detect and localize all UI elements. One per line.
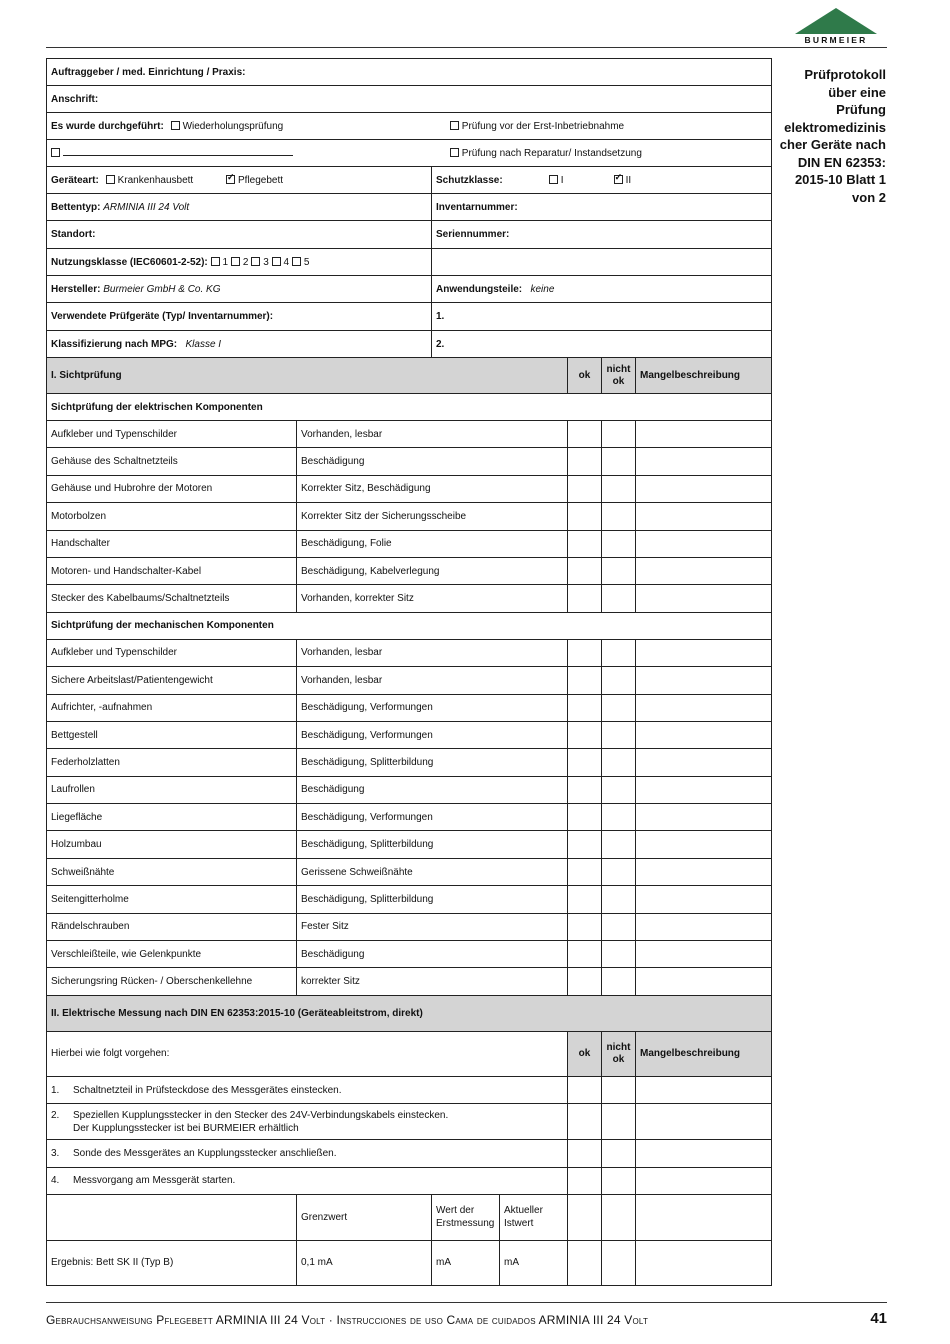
- erst-label: Prüfung vor der Erst-Inbetriebnahme: [461, 120, 625, 132]
- section2-subheader-row: [47, 1031, 772, 1076]
- nk4-label: 4: [283, 256, 290, 268]
- nk5-label: 5: [303, 256, 310, 268]
- ok-cell[interactable]: [568, 1194, 602, 1240]
- elec-rows: [47, 421, 772, 613]
- standort-label: Standort:: [47, 221, 432, 249]
- empty-cell[interactable]: [432, 249, 772, 276]
- section2-intro: Hierbei wie folgt vorgehen:: [47, 1031, 568, 1076]
- mangel-cell[interactable]: [636, 1240, 772, 1285]
- mangel-cell[interactable]: [636, 804, 772, 831]
- check-item: Aufkleber und Typenschilder: [47, 639, 297, 666]
- table-row: [47, 749, 772, 776]
- check-item: Schweißnähte: [47, 858, 297, 885]
- table-row: [47, 858, 772, 885]
- nk1-checkbox[interactable]: [211, 257, 220, 266]
- mangel-cell[interactable]: [636, 530, 772, 557]
- klassifizierung-value: Klasse I: [185, 338, 222, 350]
- mangel-cell[interactable]: [636, 1140, 772, 1167]
- form-row: [47, 113, 772, 140]
- ok-header: ok: [568, 358, 602, 394]
- ok-cell[interactable]: [568, 721, 602, 748]
- auftraggeber-label: Auftraggeber / med. Einrichtung / Praxis:: [47, 59, 772, 86]
- pruefgeraete-label: Verwendete Prüfgeräte (Typ/ Inventarnummer):: [47, 303, 432, 331]
- bettentyp-label: Bettentyp:: [51, 201, 101, 213]
- ergebnis-erstmessung[interactable]: mA: [432, 1240, 500, 1285]
- form-row: [47, 249, 772, 276]
- mangel-header: Mangelbeschreibung: [636, 358, 772, 394]
- table-row: [47, 585, 772, 612]
- step-number: 4.: [51, 1175, 60, 1187]
- nicht-ok-cell[interactable]: [602, 721, 636, 748]
- mangel-cell[interactable]: [636, 667, 772, 694]
- nicht-ok-cell[interactable]: [602, 503, 636, 530]
- durchgefuehrt-label: Es wurde durchgeführt:: [51, 120, 164, 132]
- check-criterion: Beschädigung, Verformungen: [297, 804, 568, 831]
- ok-cell[interactable]: [568, 667, 602, 694]
- mangel-cell[interactable]: [636, 749, 772, 776]
- step-number: 1.: [51, 1084, 60, 1096]
- ergebnis-grenzwert: 0,1 mA: [297, 1240, 432, 1285]
- other-checkbox[interactable]: [51, 148, 60, 157]
- check-criterion: Fester Sitz: [297, 913, 568, 940]
- form-row: [47, 276, 772, 303]
- step-row: [47, 1167, 772, 1194]
- table-row: [47, 941, 772, 968]
- ok-cell[interactable]: [568, 1167, 602, 1194]
- nicht-ok-cell[interactable]: [602, 421, 636, 448]
- nutzungsklasse-label: Nutzungsklasse (IEC60601-2-52):: [51, 256, 208, 268]
- mech-rows: [47, 639, 772, 995]
- klasse1-label: I: [560, 174, 564, 186]
- nicht-ok-cell[interactable]: [602, 475, 636, 502]
- ok-cell[interactable]: [568, 421, 602, 448]
- check-criterion: Beschädigung, Splitterbildung: [297, 831, 568, 858]
- hersteller-label: Hersteller:: [51, 283, 101, 295]
- nicht-ok-cell[interactable]: [602, 530, 636, 557]
- nicht-text: nicht: [606, 363, 631, 375]
- akt-text-1: Aktueller: [504, 1205, 543, 1217]
- nicht-ok-cell[interactable]: [602, 831, 636, 858]
- check-criterion: Beschädigung, Verformungen: [297, 721, 568, 748]
- mangel-cell[interactable]: [636, 557, 772, 584]
- mangel-cell[interactable]: [636, 585, 772, 612]
- section2-header-row: [47, 995, 772, 1031]
- mangel-cell[interactable]: [636, 639, 772, 666]
- step-number: 3.: [51, 1147, 60, 1159]
- check-item: Holzumbau: [47, 831, 297, 858]
- check-criterion: Vorhanden, lesbar: [297, 639, 568, 666]
- check-item: Verschleißteile, wie Gelenkpunkte: [47, 941, 297, 968]
- check-criterion: Beschädigung: [297, 941, 568, 968]
- roof-logo-icon: [795, 8, 877, 34]
- check-item: Seitengitterholme: [47, 886, 297, 913]
- table-row: [47, 831, 772, 858]
- empty-cell: [47, 1194, 297, 1240]
- ok-cell[interactable]: [568, 585, 602, 612]
- table-row: [47, 475, 772, 502]
- mangel-cell[interactable]: [636, 1076, 772, 1103]
- nicht-ok-cell[interactable]: [602, 694, 636, 721]
- mangel-cell[interactable]: [636, 448, 772, 475]
- mangel-cell[interactable]: [636, 913, 772, 940]
- nk3-label: 3: [263, 256, 269, 268]
- mangel-cell[interactable]: [636, 941, 772, 968]
- check-item: Sicherungsring Rücken- / Oberschenkellehne: [47, 968, 297, 995]
- ok-cell[interactable]: [568, 475, 602, 502]
- klasse2-label: II: [625, 174, 632, 186]
- page-number: 41: [870, 1310, 887, 1327]
- check-item: Rändelschrauben: [47, 913, 297, 940]
- section1-header-row: [47, 358, 772, 394]
- form-row: [47, 86, 772, 113]
- check-criterion: Beschädigung, Kabelverlegung: [297, 557, 568, 584]
- nicht-ok-cell[interactable]: [602, 639, 636, 666]
- krankenhausbett-label: Krankenhausbett: [117, 174, 194, 186]
- grenzwert-header: Grenzwert: [297, 1194, 432, 1240]
- step-row: [47, 1076, 772, 1103]
- check-item: Laufrollen: [47, 776, 297, 803]
- step-number: 2.: [51, 1109, 60, 1121]
- other-input-line[interactable]: [63, 147, 293, 156]
- table-row: [47, 667, 772, 694]
- nk2-checkbox[interactable]: [231, 257, 240, 266]
- nicht-ok-cell[interactable]: [602, 1167, 636, 1194]
- nicht-ok-cell[interactable]: [602, 585, 636, 612]
- table-row: [47, 721, 772, 748]
- footer-text: Gebrauchsanweisung Pflegebett ARMINIA III 24 Volt · Instrucciones de uso Cama de cuidados ARMINIA III 24 Volt: [46, 1313, 649, 1327]
- erst-checkbox[interactable]: [450, 121, 459, 130]
- form-row: [47, 167, 772, 194]
- ok-cell[interactable]: [568, 749, 602, 776]
- table-row: [47, 639, 772, 666]
- measure-header-row: [47, 1194, 772, 1240]
- step-line: Schaltnetzteil in Prüfsteckdose des Messgerätes einstecken.: [73, 1084, 342, 1096]
- nicht-ok-cell[interactable]: [602, 776, 636, 803]
- nicht-ok-cell[interactable]: [602, 968, 636, 995]
- table-row: [47, 448, 772, 475]
- elec-subsection-title: Sichtprüfung der elektrischen Komponenten: [47, 394, 772, 421]
- mangel-cell[interactable]: [636, 503, 772, 530]
- reparatur-label: Prüfung nach Reparatur/ Instandsetzung: [461, 148, 642, 159]
- bottom-rule: [46, 1302, 887, 1303]
- ok-cell[interactable]: [568, 1076, 602, 1103]
- side-title: Prüfprotokoll über eine Prüfung elektromedizinis cher Geräte nach DIN EN 62353: 2015-10 Blatt 1 von 2: [779, 67, 886, 205]
- ok-cell[interactable]: [568, 1240, 602, 1285]
- ok-cell[interactable]: [568, 639, 602, 666]
- table-row: [47, 557, 772, 584]
- ok-cell[interactable]: [568, 503, 602, 530]
- ok-cell[interactable]: [568, 1140, 602, 1167]
- inspection-form: [46, 58, 772, 1286]
- nicht-ok-cell[interactable]: [602, 448, 636, 475]
- klasse2-checkbox[interactable]: [614, 175, 623, 184]
- table-row: [47, 503, 772, 530]
- mangel-cell[interactable]: [636, 1194, 772, 1240]
- nicht-ok-header-2: [602, 1031, 636, 1076]
- check-item: Bettgestell: [47, 721, 297, 748]
- ok-cell[interactable]: [568, 557, 602, 584]
- mangel-cell[interactable]: [636, 831, 772, 858]
- nk4-checkbox[interactable]: [272, 257, 281, 266]
- mangel-cell[interactable]: [636, 721, 772, 748]
- form-row: [47, 331, 772, 358]
- step-text: [47, 1076, 568, 1103]
- check-criterion: Vorhanden, lesbar: [297, 421, 568, 448]
- table-row: [47, 886, 772, 913]
- nicht-ok-cell[interactable]: [602, 749, 636, 776]
- step-line: Sonde des Messgerätes an Kupplungsstecker anschließen.: [73, 1147, 337, 1159]
- ok-cell[interactable]: [568, 968, 602, 995]
- section1-title: I. Sichtprüfung: [47, 358, 568, 394]
- check-criterion: Beschädigung, Folie: [297, 530, 568, 557]
- pruefgeraet-1: 1.: [432, 303, 772, 331]
- step-rows: [47, 1076, 772, 1194]
- schutzklasse-label: Schutzklasse:: [436, 174, 503, 186]
- nicht-ok-cell[interactable]: [602, 1240, 636, 1285]
- wiederholung-label: Wiederholungsprüfung: [182, 120, 284, 132]
- check-item: Sichere Arbeitslast/Patientengewicht: [47, 667, 297, 694]
- form-row: [47, 303, 772, 331]
- nk2-label: 2: [242, 256, 249, 268]
- nk1-label: 1: [222, 256, 229, 268]
- nicht-text-2: nicht: [606, 1041, 631, 1053]
- check-item: Aufrichter, -aufnahmen: [47, 694, 297, 721]
- step-text: [47, 1167, 568, 1194]
- mangel-cell[interactable]: [636, 694, 772, 721]
- check-item: Motoren- und Handschalter-Kabel: [47, 557, 297, 584]
- step-text: [47, 1140, 568, 1167]
- check-criterion: Gerissene Schweißnähte: [297, 858, 568, 885]
- krankenhausbett-checkbox[interactable]: [106, 175, 115, 184]
- anschrift-label: Anschrift:: [47, 86, 772, 113]
- form-row: [47, 140, 772, 167]
- mech-subsection-title: Sichtprüfung der mechanischen Komponenten: [47, 612, 772, 639]
- mangel-cell[interactable]: [636, 776, 772, 803]
- check-criterion: Beschädigung: [297, 448, 568, 475]
- ok-cell[interactable]: [568, 804, 602, 831]
- pflegebett-checkbox[interactable]: [226, 175, 235, 184]
- mangel-cell[interactable]: [636, 968, 772, 995]
- reparatur-checkbox[interactable]: [450, 148, 459, 157]
- aktuell-header: [500, 1194, 568, 1240]
- mangel-cell[interactable]: [636, 886, 772, 913]
- step-line: Speziellen Kupplungsstecker in den Stecker des 24V-Verbindungskabels einstecken.: [73, 1109, 449, 1121]
- nicht-ok-cell[interactable]: [602, 804, 636, 831]
- nicht-ok-cell[interactable]: [602, 858, 636, 885]
- check-criterion: Beschädigung, Splitterbildung: [297, 886, 568, 913]
- check-item: Federholzlatten: [47, 749, 297, 776]
- form-row: [47, 221, 772, 249]
- check-criterion: Korrekter Sitz, Beschädigung: [297, 475, 568, 502]
- check-item: Handschalter: [47, 530, 297, 557]
- akt-text-2: Istwert: [504, 1218, 534, 1230]
- table-row: [47, 530, 772, 557]
- step-row: [47, 1104, 772, 1140]
- ok-cell[interactable]: [568, 941, 602, 968]
- nicht-ok-cell[interactable]: [602, 1140, 636, 1167]
- table-row: [47, 913, 772, 940]
- table-row: [47, 968, 772, 995]
- ok-cell[interactable]: [568, 1104, 602, 1140]
- ok-cell[interactable]: [568, 530, 602, 557]
- table-row: [47, 776, 772, 803]
- pruefgeraet-2: 2.: [432, 331, 772, 358]
- check-item: Motorbolzen: [47, 503, 297, 530]
- result-row: [47, 1240, 772, 1285]
- check-item: Gehäuse des Schaltnetzteils: [47, 448, 297, 475]
- check-criterion: Beschädigung, Verformungen: [297, 694, 568, 721]
- ok-text: ok: [612, 375, 625, 387]
- step-line: Messvorgang am Messgerät starten.: [73, 1175, 236, 1187]
- subsection-row: [47, 612, 772, 639]
- ok-text-2: ok: [612, 1053, 625, 1065]
- nicht-ok-cell[interactable]: [602, 1076, 636, 1103]
- check-item: Stecker des Kabelbaums/Schaltnetzteils: [47, 585, 297, 612]
- mangel-cell[interactable]: [636, 421, 772, 448]
- section2-title: II. Elektrische Messung nach DIN EN 62353:2015-10 (Geräteableitstrom, direkt): [47, 995, 772, 1031]
- ok-cell[interactable]: [568, 448, 602, 475]
- burmeier-logo: [795, 8, 877, 45]
- brand-name: BURMEIER: [804, 35, 868, 45]
- nk3-checkbox[interactable]: [251, 257, 260, 266]
- check-criterion: Beschädigung, Splitterbildung: [297, 749, 568, 776]
- ok-cell[interactable]: [568, 858, 602, 885]
- table-row: [47, 421, 772, 448]
- klasse1-checkbox[interactable]: [549, 175, 558, 184]
- ok-cell[interactable]: [568, 886, 602, 913]
- mangel-header-2: Mangelbeschreibung: [636, 1031, 772, 1076]
- table-row: [47, 804, 772, 831]
- ok-cell[interactable]: [568, 694, 602, 721]
- check-item: Liegefläche: [47, 804, 297, 831]
- mangel-cell[interactable]: [636, 1167, 772, 1194]
- nicht-ok-cell[interactable]: [602, 941, 636, 968]
- check-criterion: korrekter Sitz: [297, 968, 568, 995]
- table-row: [47, 694, 772, 721]
- ok-cell[interactable]: [568, 913, 602, 940]
- wert-text-1: Wert der: [436, 1205, 475, 1217]
- ok-header-2: ok: [568, 1031, 602, 1076]
- geraeteart-label: Geräteart:: [51, 174, 99, 186]
- wert-text-2: Erstmessung: [436, 1218, 495, 1230]
- seriennummer-label: Seriennummer:: [432, 221, 772, 249]
- nk5-checkbox[interactable]: [292, 257, 301, 266]
- anwendungsteile-value: keine: [530, 283, 555, 295]
- step-text: [47, 1104, 568, 1140]
- anwendungsteile-label: Anwendungsteile:: [436, 283, 523, 295]
- mangel-cell[interactable]: [636, 858, 772, 885]
- pflegebett-label: Pflegebett: [238, 174, 284, 186]
- nicht-ok-cell[interactable]: [602, 1104, 636, 1140]
- nicht-ok-cell[interactable]: [602, 886, 636, 913]
- ergebnis-istwert[interactable]: mA: [500, 1240, 568, 1285]
- check-item: Aufkleber und Typenschilder: [47, 421, 297, 448]
- form-row: [47, 194, 772, 221]
- bettentyp-value: ARMINIA III 24 Volt: [103, 201, 190, 213]
- ok-cell[interactable]: [568, 831, 602, 858]
- step-row: [47, 1140, 772, 1167]
- check-criterion: Vorhanden, korrekter Sitz: [297, 585, 568, 612]
- wert-header: [432, 1194, 500, 1240]
- nicht-ok-cell[interactable]: [602, 557, 636, 584]
- check-item: Gehäuse und Hubrohre der Motoren: [47, 475, 297, 502]
- hersteller-value: Burmeier GmbH & Co. KG: [103, 283, 221, 295]
- check-criterion: Korrekter Sitz der Sicherungsscheibe: [297, 503, 568, 530]
- subsection-row: [47, 394, 772, 421]
- check-criterion: Vorhanden, lesbar: [297, 667, 568, 694]
- wiederholung-checkbox[interactable]: [171, 121, 180, 130]
- nicht-ok-header: [602, 358, 636, 394]
- nicht-ok-cell[interactable]: [602, 913, 636, 940]
- form-row: [47, 59, 772, 86]
- ok-cell[interactable]: [568, 776, 602, 803]
- klassifizierung-label: Klassifizierung nach MPG:: [51, 338, 178, 350]
- inventarnummer-label: Inventarnummer:: [432, 194, 772, 221]
- check-criterion: Beschädigung: [297, 776, 568, 803]
- mangel-cell[interactable]: [636, 475, 772, 502]
- mangel-cell[interactable]: [636, 1104, 772, 1140]
- nicht-ok-cell[interactable]: [602, 1194, 636, 1240]
- ergebnis-label: Ergebnis: Bett SK II (Typ B): [47, 1240, 297, 1285]
- top-rule: [46, 47, 887, 48]
- step-line: Der Kupplungsstecker ist bei BURMEIER erhältlich: [73, 1122, 299, 1134]
- nicht-ok-cell[interactable]: [602, 667, 636, 694]
